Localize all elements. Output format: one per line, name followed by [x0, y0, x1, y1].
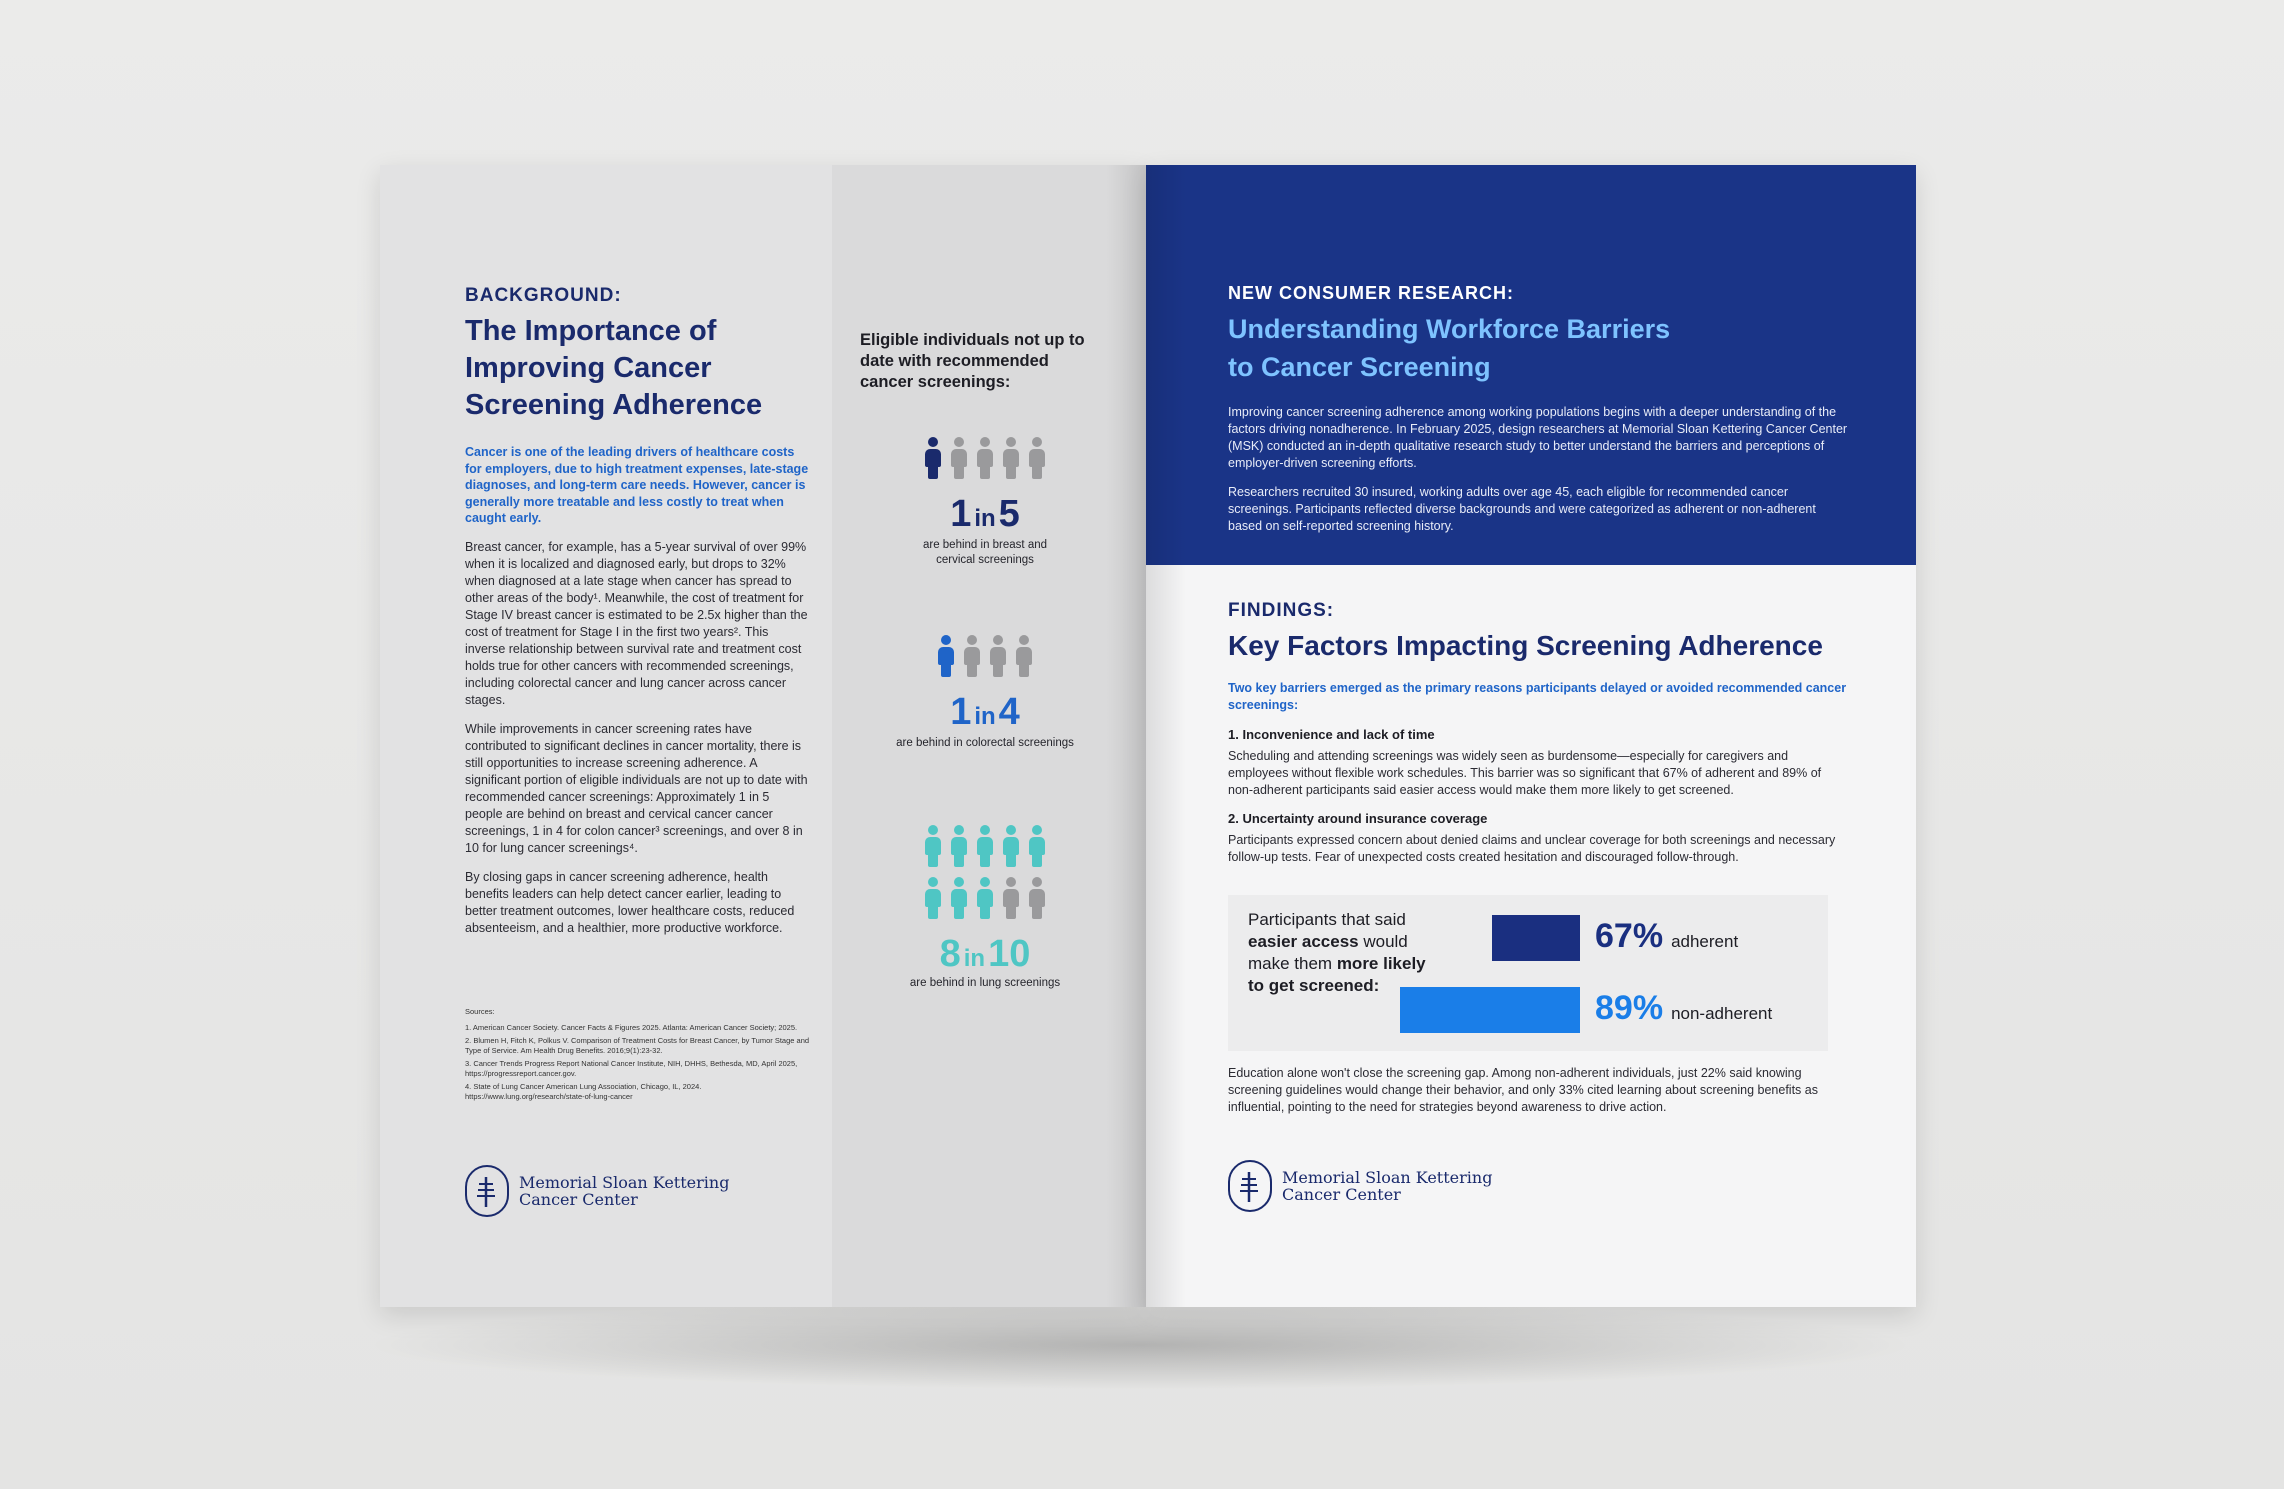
person-icon	[924, 825, 942, 867]
findings-lead: Two key barriers emerged as the primary reasons participants delayed or avoided recommended cancer screenings:	[1228, 681, 1847, 712]
background-lead: Cancer is one of the leading drivers of healthcare costs for employers, due to high treatment expenses, late-stage diagnoses, and long-term care needs. However, cancer is generally more treatable and less costly to treat when caught early.	[465, 445, 809, 525]
person-icon	[924, 877, 942, 919]
person-icon	[950, 825, 968, 867]
research-eyebrow: NEW CONSUMER RESEARCH:	[1228, 283, 1515, 303]
background-paragraph: Breast cancer, for example, has a 5-year survival of over 99% when it is localized and diagnosed early, but drops to 32% when diagnosed at a late stage when cancer has spread to other areas of the body¹. Meanwhile, the cost of treatment for Stage IV breast cancer is estimated to be 2.5x higher than the cost of treatment for Stage I in the first two years². This inverse relationship between survival rate and treatment cost holds true for other cancers with recommended screenings, including colorectal cancer and lung cancer across cancer stages.	[465, 539, 808, 707]
findings-section	[1228, 600, 1848, 866]
person-icon	[1002, 825, 1020, 867]
stat-breast	[835, 437, 1135, 568]
access-chart	[1228, 895, 1828, 1051]
background-paragraph: While improvements in cancer screening rates have contributed to significant declines in cancer mortality, there is still opportunities to increase screening adherence. A significant portion of eligible individuals are not up to date with recommended cancer screenings: Approximately 1 in 5 people are behind on breast and cervical cancer cancer screenings, 1 in 4 for colon cancer³ screenings, and over 8 in 10 for lung cancer screenings⁴.	[465, 721, 808, 855]
person-icon	[1028, 437, 1046, 479]
pct-category: adherent	[1671, 932, 1739, 951]
value-label-non-adherent	[1595, 989, 1772, 1028]
value-label-adherent	[1595, 917, 1738, 956]
background-paragraph: By closing gaps in cancer screening adherence, health benefits leaders can help detect cancer earlier, leading to better treatment outcomes, lower healthcare costs, reduced absenteeism, and a healthier, more productive workforce.	[465, 869, 795, 935]
person-icon	[1028, 825, 1046, 867]
sources	[465, 1007, 810, 1102]
stat-caption: are behind in lung screenings	[909, 977, 1061, 989]
logo-text: Memorial Sloan Kettering Cancer Center	[519, 1173, 730, 1209]
findings-eyebrow: FINDINGS:	[1228, 600, 1335, 621]
research-paragraph: Improving cancer screening adherence among working populations begins with a deeper understanding of the factors driving nonadherence. In February 2025, design researchers at Memorial Sloan Kettering Cancer Center (MSK) conducted an in-depth qualitative research study to better understand the barriers and perceptions of employer-driven screening efforts.	[1228, 405, 1848, 470]
research-paragraph: Researchers recruited 30 insured, working adults over age 45, each eligible for recommended cancer screenings. Participants reflected diverse backgrounds and were categorized as adherent or non-adherent based on self-reported screening history.	[1228, 485, 1816, 533]
source-item: 1. American Cancer Society. Cancer Facts & Figures 2025. Atlanta: American Cancer Society; 2025.	[465, 1023, 798, 1032]
stat-number: 1 in4	[950, 691, 1020, 733]
stats-title: Eligible individuals not up to date with recommended cancer screenings:	[860, 331, 1085, 391]
stat-number: 8 in10	[939, 933, 1031, 975]
finding-text: Scheduling and attending screenings was widely seen as burdensome—especially for caregivers and employees without flexible work schedules. This barrier was so significant that 67% of adherent and 89% of non-adherent participants said easier access would make them more likely to get screened.	[1228, 749, 1822, 797]
stat-number: 1 in5	[950, 493, 1020, 535]
person-icon	[937, 635, 955, 677]
page-shadow	[360, 1300, 1920, 1390]
pct-value: 67%	[1595, 917, 1664, 955]
source-item: 4. State of Lung Cancer American Lung Association, Chicago, IL, 2024. https://www.lung.org/research/state-of-lung-cancer	[465, 1082, 702, 1101]
person-icon	[950, 877, 968, 919]
bar-non-adherent	[1400, 987, 1580, 1033]
msk-logo	[465, 1165, 729, 1217]
stat-lung	[835, 825, 1135, 991]
pct-value: 89%	[1595, 989, 1664, 1027]
sources-label: Sources:	[465, 1007, 495, 1016]
left-page	[380, 165, 1146, 1307]
bar-adherent	[1492, 915, 1580, 961]
person-icon	[1028, 877, 1046, 919]
person-icon	[1002, 437, 1020, 479]
person-icon	[924, 437, 942, 479]
pct-category: non-adherent	[1671, 1004, 1773, 1023]
closing-paragraph: Education alone won't close the screening gap. Among non-adherent individuals, just 22% said knowing screening guidelines would change their behavior, and only 33% cited learning about screening benefits as influential, pointing to the need for strategies beyond awareness to drive action.	[1228, 1066, 1818, 1114]
source-item: 3. Cancer Trends Progress Report National Cancer Institute, NIH, DHHS, Bethesda, MD, April 2025, https://progressreport.cancer.gov.	[465, 1059, 798, 1078]
person-icon	[976, 437, 994, 479]
background-title: The Importance of Improving Cancer Screening Adherence	[465, 315, 763, 421]
finding-title: 1. Inconvenience and lack of time	[1228, 727, 1435, 742]
background-eyebrow: BACKGROUND:	[465, 285, 622, 306]
fold-shade	[1146, 165, 1186, 1307]
finding-title: 2. Uncertainty around insurance coverage	[1228, 811, 1488, 826]
background-section	[465, 285, 810, 937]
msk-tree-icon	[465, 1165, 509, 1217]
source-item: 2. Blumen H, Fitch K, Polkus V. Comparison of Treatment Costs for Breast Cancer, by Tumor Stage and Type of Service. Am Health Drug Benefits. 2016;9(1):23-32.	[465, 1036, 810, 1055]
msk-tree-icon	[1228, 1160, 1272, 1212]
research-section	[1228, 283, 1848, 535]
logo-text: Memorial Sloan Kettering Cancer Center	[1282, 1168, 1493, 1204]
person-icon	[950, 437, 968, 479]
right-page	[1146, 165, 1916, 1307]
person-icon	[989, 635, 1007, 677]
people-icons	[835, 437, 1135, 479]
research-title: Understanding Workforce Barriers to Cancer Screening	[1228, 314, 1671, 382]
chart-bars	[1228, 895, 1828, 1051]
stat-caption: are behind in breast and cervical screenings	[922, 539, 1048, 566]
findings-title: Key Factors Impacting Screening Adherence	[1228, 630, 1823, 661]
stat-caption: are behind in colorectal screenings	[896, 737, 1074, 749]
msk-logo	[1228, 1160, 1492, 1212]
person-icon	[1015, 635, 1033, 677]
people-icons	[920, 825, 1050, 919]
finding-text: Participants expressed concern about denied claims and unclear coverage for both screenings and necessary follow-up tests. Fear of unexpected costs created hesitation and discouraged follow-through.	[1228, 833, 1836, 864]
person-icon	[976, 825, 994, 867]
person-icon	[963, 635, 981, 677]
person-icon	[976, 877, 994, 919]
people-icons	[835, 635, 1135, 677]
chart-title: Participants that said easier access would make them more likely to get screened:	[1248, 910, 1426, 995]
stat-colorectal	[835, 635, 1135, 751]
person-icon	[1002, 877, 1020, 919]
